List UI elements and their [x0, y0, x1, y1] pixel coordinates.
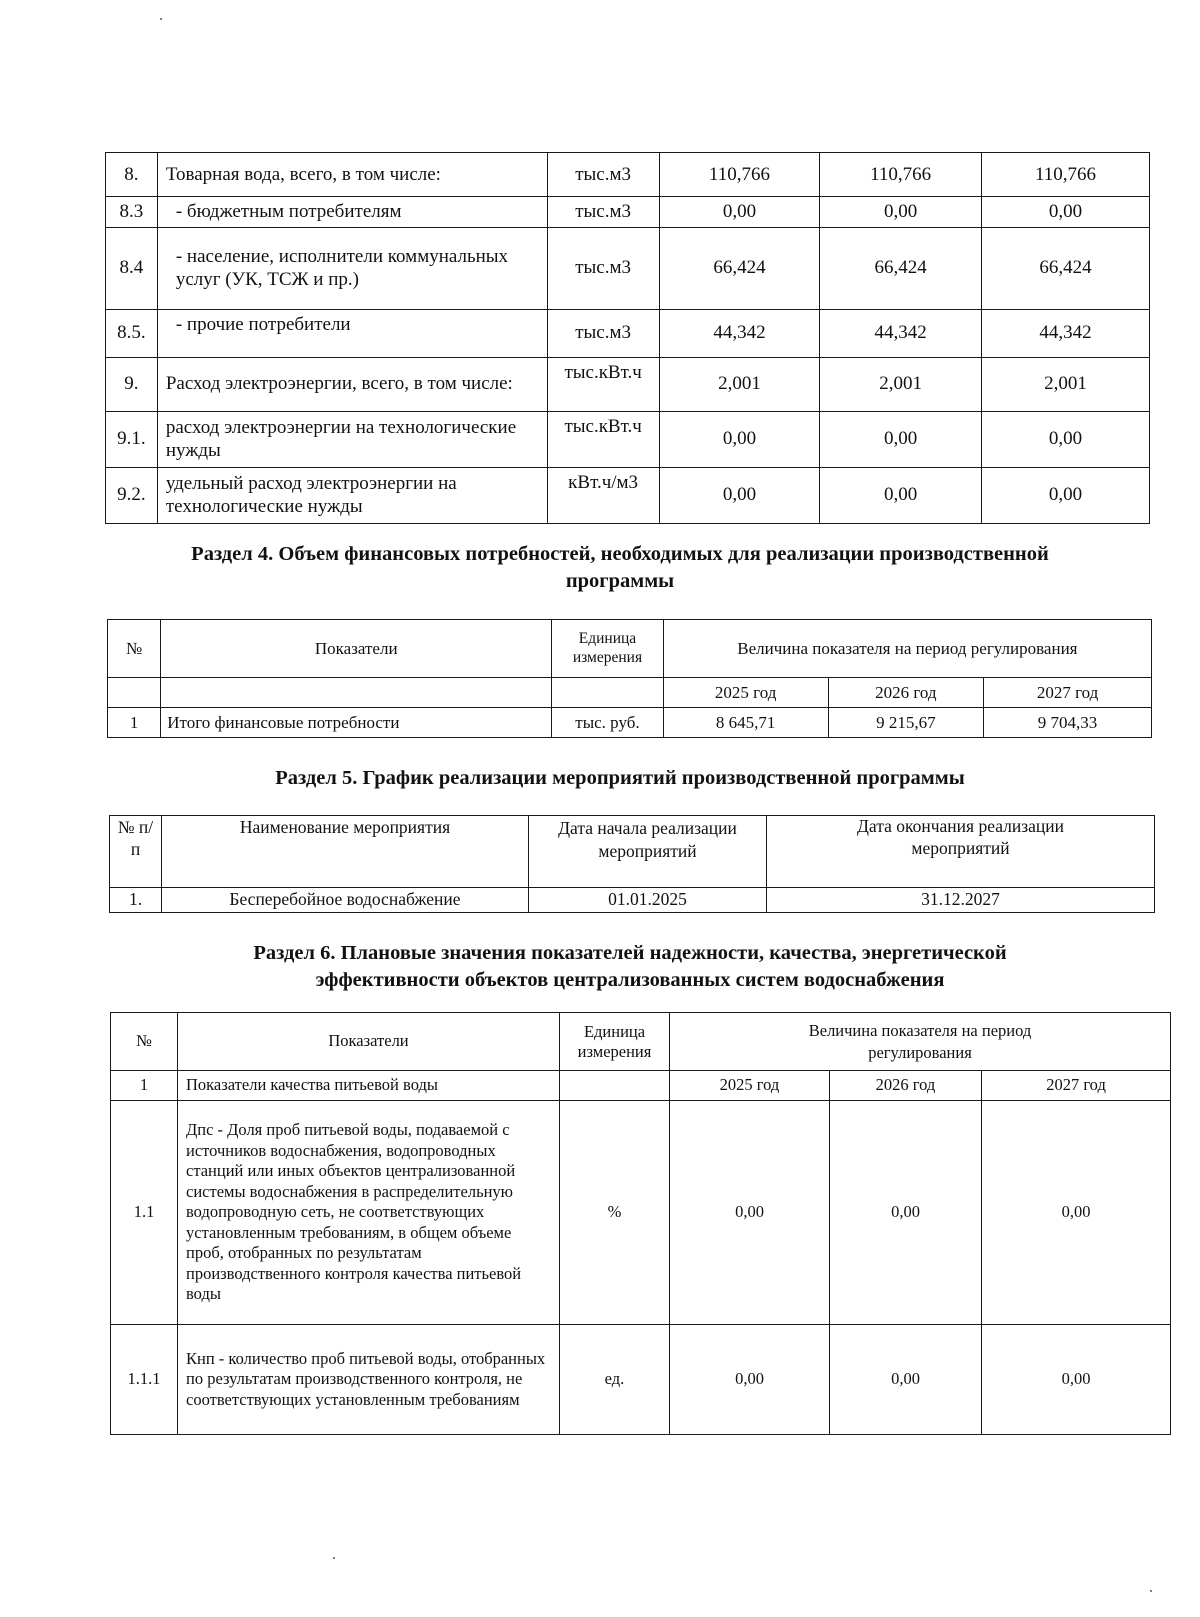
row-unit: % — [560, 1101, 670, 1325]
row-unit: ед. — [560, 1325, 670, 1435]
header-end-date: Дата окончания реализации мероприятий — [767, 816, 1155, 888]
value-2027: 66,424 — [982, 227, 1150, 309]
empty-cell — [560, 1071, 670, 1101]
row-number: 1 — [108, 708, 161, 738]
row-name: Итого финансовые потребности — [161, 708, 552, 738]
header-start-date: Дата начала реализации мероприятий — [529, 816, 767, 888]
table-row — [106, 227, 1150, 309]
table-header-row — [108, 678, 1152, 708]
table-row — [110, 888, 1155, 913]
table-row — [111, 1071, 1171, 1101]
value-2027: 2,001 — [982, 357, 1150, 411]
row-event-name: Бесперебойное водоснабжение — [162, 888, 529, 913]
section-6-title-line1: Раздел 6. Плановые значения показателей надежности, качества, энергетической — [253, 942, 1007, 964]
header-year-2027: 2027 год — [982, 1071, 1171, 1101]
table-row — [106, 153, 1150, 197]
header-number: № п/п — [110, 816, 162, 888]
header-number: № — [111, 1013, 178, 1071]
header-indicators: Показатели — [161, 620, 552, 678]
table-row — [106, 309, 1150, 357]
header-year-2026: 2026 год — [828, 678, 984, 708]
scan-speck — [160, 18, 162, 20]
value-2027: 110,766 — [982, 153, 1150, 197]
value-2027: 0,00 — [982, 197, 1150, 228]
row-unit: тыс.кВт.ч — [547, 411, 659, 467]
table-header-row — [111, 1013, 1171, 1071]
table-header-row — [110, 816, 1155, 888]
row-unit: тыс. руб. — [552, 708, 664, 738]
value-2027: 0,00 — [982, 467, 1150, 523]
value-2025: 8 645,71 — [663, 708, 828, 738]
row-end-date: 31.12.2027 — [767, 888, 1155, 913]
table-row — [111, 1101, 1171, 1325]
section-4-title-line1: Раздел 4. Объем финансовых потребностей, необходимых для реализации производственной — [191, 543, 1049, 565]
row-name: удельный расход электроэнергии на технологические нужды — [157, 467, 547, 523]
value-2026: 0,00 — [830, 1101, 982, 1325]
value-2025: 0,00 — [670, 1325, 830, 1435]
row-number: 8.4 — [106, 227, 158, 309]
row-unit: тыс.м3 — [547, 227, 659, 309]
row-name: Расход электроэнергии, всего, в том числе: — [157, 357, 547, 411]
water-energy-table — [105, 152, 1150, 524]
value-2026: 9 215,67 — [828, 708, 984, 738]
section-4-title-line2: программы — [565, 569, 675, 592]
value-2027: 44,342 — [982, 309, 1150, 357]
header-period-value: Величина показателя на период регулирования — [670, 1013, 1171, 1071]
row-name: - прочие потребители — [157, 309, 547, 357]
value-2025: 110,766 — [659, 153, 820, 197]
section-6-title-line2: эффективности объектов централизованных систем водоснабжения — [315, 968, 945, 991]
section-5-title: Раздел 5. График реализации мероприятий производственной программы — [275, 767, 965, 789]
value-2026: 0,00 — [820, 467, 982, 523]
row-number: 8. — [106, 153, 158, 197]
row-unit: кВт.ч/м3 — [547, 467, 659, 523]
financial-needs-table — [107, 619, 1152, 738]
row-name: Товарная вода, всего, в том числе: — [157, 153, 547, 197]
section-4-title — [100, 541, 1140, 594]
empty-cell — [108, 678, 161, 708]
value-2026: 66,424 — [820, 227, 982, 309]
value-2027: 0,00 — [982, 1101, 1171, 1325]
row-number: 1.1.1 — [111, 1325, 178, 1435]
header-year-2027: 2027 год — [984, 678, 1152, 708]
value-2025: 66,424 — [659, 227, 820, 309]
value-2025: 0,00 — [670, 1101, 830, 1325]
header-number: № — [108, 620, 161, 678]
row-name: - бюджетным потребителям — [157, 197, 547, 228]
quality-indicators-table — [110, 1012, 1171, 1435]
row-number: 9.2. — [106, 467, 158, 523]
value-2025: 0,00 — [659, 197, 820, 228]
section-6-title — [110, 940, 1150, 993]
table-row — [106, 411, 1150, 467]
table-row — [106, 197, 1150, 228]
table-row — [108, 708, 1152, 738]
header-year-2025: 2025 год — [670, 1071, 830, 1101]
value-2027: 0,00 — [982, 1325, 1171, 1435]
header-unit: Единица измерения — [552, 620, 664, 678]
schedule-table — [109, 815, 1155, 913]
header-event-name: Наименование мероприятия — [162, 816, 529, 888]
value-2025: 0,00 — [659, 467, 820, 523]
value-2026: 0,00 — [830, 1325, 982, 1435]
row-name: Показатели качества питьевой воды — [178, 1071, 560, 1101]
table-row — [111, 1325, 1171, 1435]
scan-speck — [1150, 1590, 1152, 1592]
row-name: Дпс - Доля проб питьевой воды, подаваемой с источников водоснабжения, водопроводных станций или иных объектов централизованной системы водоснабжения в распределительную водопроводную сеть, не соответствующих установленным требованиям, в общем объеме проб, отобранных по результатам производственного контроля качества питьевой воды — [178, 1101, 560, 1325]
header-year-2026: 2026 год — [830, 1071, 982, 1101]
table-row — [106, 467, 1150, 523]
row-number: 9. — [106, 357, 158, 411]
value-2027: 9 704,33 — [984, 708, 1152, 738]
row-name: - население, исполнители коммунальных услуг (УК, ТСЖ и пр.) — [157, 227, 547, 309]
row-number: 1 — [111, 1071, 178, 1101]
header-year-2025: 2025 год — [663, 678, 828, 708]
empty-cell — [552, 678, 664, 708]
value-2026: 0,00 — [820, 197, 982, 228]
row-unit: тыс.м3 — [547, 309, 659, 357]
row-number: 9.1. — [106, 411, 158, 467]
row-unit: тыс.кВт.ч — [547, 357, 659, 411]
row-number: 1. — [110, 888, 162, 913]
row-start-date: 01.01.2025 — [529, 888, 767, 913]
value-2027: 0,00 — [982, 411, 1150, 467]
table-row — [106, 357, 1150, 411]
value-2025: 44,342 — [659, 309, 820, 357]
value-2026: 2,001 — [820, 357, 982, 411]
row-number: 1.1 — [111, 1101, 178, 1325]
row-name: Кнп - количество проб питьевой воды, отобранных по результатам производственного контроля, не соответствующих установленным требованиям — [178, 1325, 560, 1435]
row-unit: тыс.м3 — [547, 197, 659, 228]
header-period-value: Величина показателя на период регулирования — [663, 620, 1151, 678]
row-unit: тыс.м3 — [547, 153, 659, 197]
value-2025: 0,00 — [659, 411, 820, 467]
empty-cell — [161, 678, 552, 708]
value-2026: 110,766 — [820, 153, 982, 197]
scan-speck — [333, 1557, 335, 1559]
header-indicators: Показатели — [178, 1013, 560, 1071]
value-2026: 44,342 — [820, 309, 982, 357]
header-unit: Единица измерения — [560, 1013, 670, 1071]
row-number: 8.3 — [106, 197, 158, 228]
value-2025: 2,001 — [659, 357, 820, 411]
value-2026: 0,00 — [820, 411, 982, 467]
table-header-row — [108, 620, 1152, 678]
row-name: расход электроэнергии на технологические нужды — [157, 411, 547, 467]
row-number: 8.5. — [106, 309, 158, 357]
